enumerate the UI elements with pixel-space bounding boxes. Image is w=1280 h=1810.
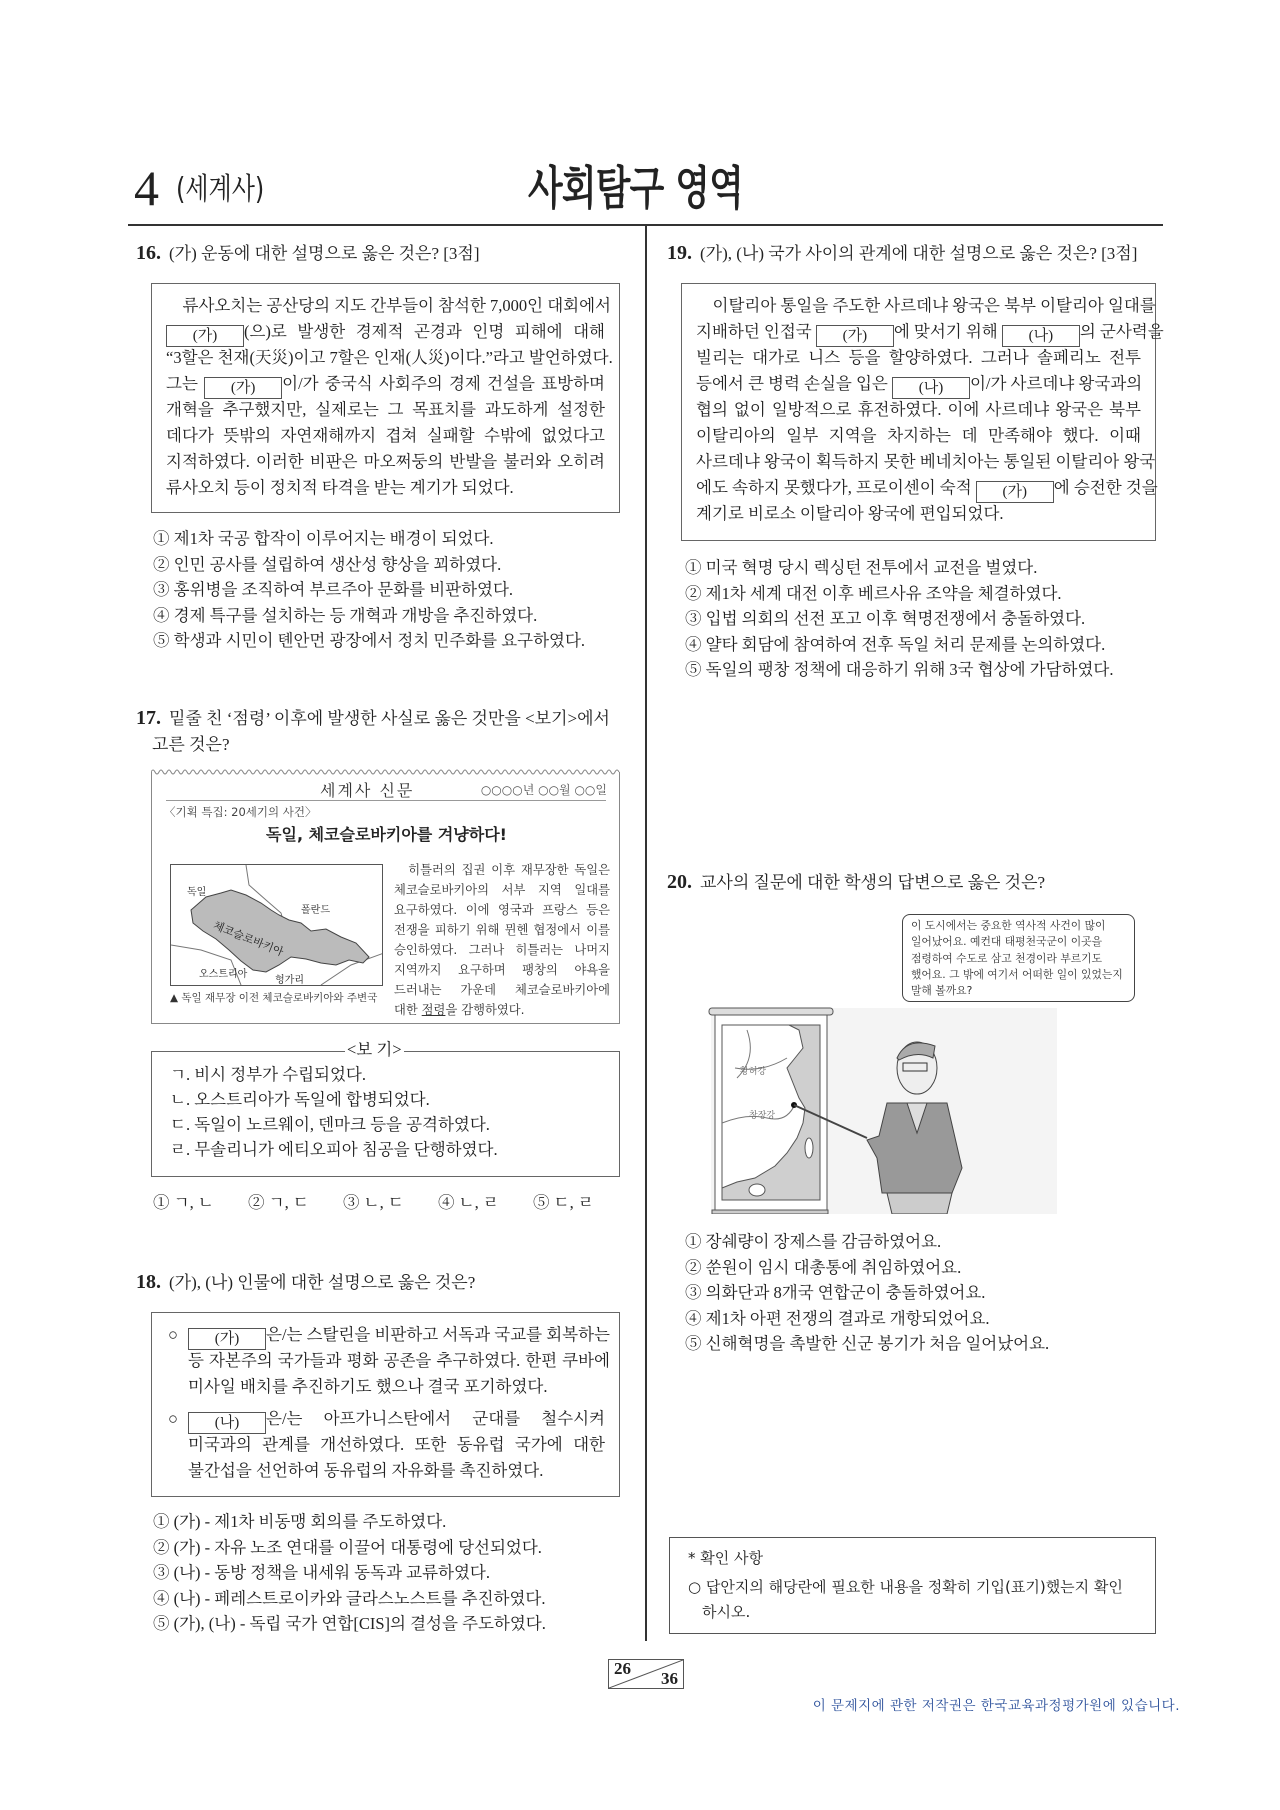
q17-title <box>136 706 610 731</box>
q18-title <box>136 1270 475 1295</box>
passage-text: 등 자본주의 국가들과 평화 공존을 추구하였다. 한편 쿠바에 <box>188 1351 610 1370</box>
map-label-yangtze: 창장강 <box>749 1111 776 1121</box>
passage-text: 대한 <box>394 1003 422 1017</box>
q16-choices <box>153 526 585 654</box>
confirm-title: * 확인 사항 <box>688 1549 763 1567</box>
passage-text: 을 감행하였다. <box>445 1003 525 1017</box>
passage-line <box>188 1432 605 1458</box>
speech-line: 말해 볼까요? <box>911 984 973 998</box>
underlined-term: 점령 <box>421 1003 446 1017</box>
taiwan-shape <box>805 1138 813 1158</box>
passage-text: 이/가 중국식 사회주의 경제 건설을 표방하며 <box>282 374 605 393</box>
current-page: 26 <box>614 1659 631 1678</box>
passage-line <box>696 423 1141 449</box>
passage-text: 이/가 사르데냐 왕국과의 <box>969 374 1143 393</box>
choice-4[interactable]: ④ 제1차 아편 전쟁의 결과로 개항되었어요. <box>685 1308 990 1328</box>
choice-4[interactable]: ④ (나) - 페레스트로이카와 글라스노스트를 추진하였다. <box>153 1588 546 1608</box>
passage-text: 협의 없이 일방적으로 휴전하였다. 이에 사르데냐 왕국은 북부 <box>696 400 1141 419</box>
passage-line <box>166 371 605 397</box>
choice-4[interactable]: ④ 경제 특구를 설치하는 등 개혁과 개방을 추진하였다. <box>153 605 538 625</box>
q16-title <box>136 241 480 266</box>
blank-box: (가) <box>204 377 282 399</box>
choice-5[interactable]: ⑤ ㄷ, ㄹ <box>533 1193 594 1212</box>
passage-text: 전쟁을 피하기 위해 뮌헨 협정에서 이를 <box>394 923 610 937</box>
speech-line: 했어요. 그 밖에 여기서 어떠한 일이 있었는지 <box>911 967 1123 981</box>
copyright-notice: 이 문제지에 관한 저작권은 한국교육과정평가원에 있습니다. <box>812 1698 1180 1714</box>
passage-line <box>166 397 605 423</box>
choice-1[interactable]: ① 장쉐량이 장제스를 감금하였어요. <box>685 1232 942 1251</box>
passage-line <box>188 1406 605 1432</box>
map-label-austria: 오스트리아 <box>199 969 248 980</box>
passage-line <box>696 449 1156 475</box>
passage-text: 이탈리아의 일부 지역을 차지하는 데 만족해야 했다. 이때 <box>696 426 1141 445</box>
passage-text: 히틀러의 집권 이후 재무장한 독일은 <box>394 863 610 877</box>
total-pages: 36 <box>661 1669 678 1688</box>
q19-title <box>667 241 1137 266</box>
newspaper-section: 〈기획 특집: 20세기의 사건〉 <box>164 805 317 819</box>
passage-text: 은/는 아프가니스탄에서 군대를 철수시켜 <box>266 1409 605 1428</box>
newspaper-body <box>394 860 610 1020</box>
passage-line <box>166 319 605 345</box>
choice-5[interactable]: ⑤ (가), (나) - 독립 국가 연합[CIS]의 결성을 주도하였다. <box>153 1614 546 1633</box>
passage-text: 지적하였다. 이러한 비판은 마오쩌둥의 반발을 불러와 오히려 <box>166 452 605 471</box>
q18-stem: (가), (나) 인물에 대한 설명으로 옳은 것은? <box>169 1273 476 1292</box>
q18-passage <box>151 1312 620 1497</box>
passage-text: 류사오치 등이 정치적 타격을 받는 계기가 되었다. <box>166 478 514 497</box>
blank-box: (나) <box>1002 325 1080 347</box>
q20-number: 20. <box>667 871 692 893</box>
blank-box: (가) <box>166 325 244 347</box>
passage-text: 류사오치는 공산당의 지도 간부들이 참석한 7,000인 대회에서 <box>166 296 611 315</box>
choice-1[interactable]: ① (가) - 제1차 비동맹 회의를 주도하였다. <box>153 1512 447 1531</box>
passage-line <box>696 345 1141 371</box>
bullet: ○ <box>168 1325 178 1344</box>
passage-text: 개혁을 추구했지만, 실제로는 그 목표치를 과도하게 설정한 <box>166 400 605 419</box>
passage-line <box>394 940 610 960</box>
passage-line <box>696 319 1164 345</box>
passage-text: 에도 속하지 못했다가, 프로이센이 숙적 <box>696 478 976 497</box>
passage-text: 요구하였다. 이에 영국과 프랑스 등은 <box>394 903 610 917</box>
bogi-item-2: ㄴ. 오스트리아가 독일에 합병되었다. <box>170 1090 430 1109</box>
choice-5[interactable]: ⑤ 신해혁명을 촉발한 신군 봉기가 처음 일어났어요. <box>685 1334 1050 1353</box>
q18-choices <box>153 1509 546 1637</box>
confirm-line: 하시오. <box>702 1603 751 1621</box>
newspaper-clipping <box>151 772 620 1024</box>
blank-box: (나) <box>188 1412 266 1434</box>
passage-text: 사르데냐 왕국이 획득하지 못한 베네치아는 통일된 이탈리아 왕국 <box>696 452 1156 471</box>
passage-text: 에 승전한 것을 <box>1053 478 1158 497</box>
q18-number: 18. <box>136 1271 161 1293</box>
passage-text: 은/는 스탈린을 비판하고 서독과 국교를 회복하는 <box>266 1325 610 1344</box>
map-roller-top <box>709 1008 833 1015</box>
passage-line <box>166 345 613 371</box>
passage-text: “3할은 천재(天災)이고 7할은 인재(人災)이다.”라고 발언하였다. <box>166 348 613 367</box>
exam-title: 사회탐구 영역 <box>528 161 743 215</box>
passage-line <box>394 900 610 920</box>
choice-5[interactable]: ⑤ 학생과 시민이 톈안먼 광장에서 정치 민주화를 요구하였다. <box>153 631 586 650</box>
passage-line <box>394 920 610 940</box>
passage-line <box>394 860 610 880</box>
speech-line: 일어났어요. 예컨대 태평천국군이 이곳을 <box>911 935 1103 949</box>
choice-2[interactable]: ② 제1차 세계 대전 이후 베르사유 조약을 체결하였다. <box>685 583 1062 603</box>
passage-line <box>188 1374 610 1400</box>
map-label-germany: 독일 <box>187 887 207 898</box>
q20-stem: 교사의 질문에 대한 학생의 답변으로 옳은 것은? <box>700 873 1046 892</box>
choice-3[interactable]: ③ 의화단과 8개국 연합군이 충돌하였어요. <box>685 1283 986 1302</box>
bogi-item-1: ㄱ. 비시 정부가 수립되었다. <box>170 1065 366 1084</box>
passage-line <box>696 501 1141 527</box>
map-label-hungary: 헝가리 <box>275 975 304 986</box>
choice-4[interactable]: ④ ㄴ, ㄹ <box>438 1193 499 1212</box>
choice-1[interactable]: ① 미국 혁명 당시 렉싱턴 전투에서 교전을 벌였다. <box>685 558 1038 577</box>
q19-passage <box>681 283 1164 541</box>
passage-line <box>696 371 1141 397</box>
column-divider <box>645 226 647 1641</box>
passage-text: 에 맞서기 위해 <box>893 322 1002 341</box>
bogi-box <box>151 1051 620 1177</box>
newspaper-name: 세계사 신문 <box>320 781 415 800</box>
newspaper-date: ○○○○년 ○○월 ○○일 <box>480 783 607 797</box>
passage-text: 미국과의 관계를 개선하였다. 또한 동유럽 국가에 대한 <box>188 1435 605 1454</box>
passage-text: 불간섭을 선언하여 동유럽의 자유화를 촉진하였다. <box>188 1461 544 1480</box>
choice-2[interactable]: ② ㄱ, ㄷ <box>248 1193 309 1212</box>
blank-box: (나) <box>892 377 970 399</box>
subject-name: (세계사) <box>176 172 265 207</box>
speech-line: 이 도시에서는 중요한 역사적 사건이 많이 <box>911 919 1106 932</box>
choice-3[interactable]: ③ 홍위병을 조직하여 부르주아 문화를 비판하였다. <box>153 580 514 599</box>
bogi-item-4: ㄹ. 무솔리니가 에티오피아 침공을 단행하였다. <box>170 1140 498 1159</box>
passage-text: 그는 <box>166 374 205 393</box>
passage-text: 등에서 큰 병력 손실을 입은 <box>696 374 892 393</box>
passage-text: (으)로 발생한 경제적 곤경과 인명 피해에 대해 <box>244 322 605 341</box>
q20-illustration <box>707 908 1135 1214</box>
passage-text: 이탈리아 통일을 주도한 사르데냐 왕국은 북부 이탈리아 일대를 <box>696 296 1156 315</box>
q18-item-na <box>168 1406 605 1484</box>
q18-item-ga <box>168 1322 610 1400</box>
blank-box: (가) <box>976 481 1054 503</box>
confirm-notice <box>669 1537 1156 1634</box>
choice-2[interactable]: ② 인민 공사를 설립하여 생산성 향상을 꾀하였다. <box>153 554 502 574</box>
passage-line <box>166 423 605 449</box>
q16-passage <box>151 283 620 513</box>
q17-stem-line1: 밑줄 친 ‘점령’ 이후에 발생한 사실로 옳은 것만을 <보기>에서 <box>169 709 610 728</box>
q19-number: 19. <box>667 242 692 264</box>
page-number: 4 <box>134 160 159 216</box>
passage-line <box>188 1348 610 1374</box>
q16-number: 16. <box>136 242 161 264</box>
passage-line <box>188 1458 605 1484</box>
passage-line <box>166 293 611 319</box>
choice-1[interactable]: ① ㄱ, ㄴ <box>153 1193 214 1212</box>
confirm-line: ○ 답안지의 해당란에 필요한 내용을 정확히 기입(표기)했는지 확인 <box>688 1578 1123 1596</box>
passage-text: 드러내는 가운데 체코슬로바키아에 <box>394 983 610 997</box>
passage-text: 지배하던 인접국 <box>696 322 816 341</box>
passage-line <box>696 475 1158 501</box>
speech-line: 점령하여 수도로 삼고 천경이라 부르기도 <box>911 951 1103 965</box>
teacher-pants <box>887 1193 952 1214</box>
map-label-czechoslovakia: 체코슬로바키아 <box>211 918 286 959</box>
passage-text: 데다가 뜻밖의 자연재해까지 겹쳐 실패할 수밖에 없었다고 <box>166 426 605 445</box>
passage-line <box>394 960 610 980</box>
q17-number: 17. <box>136 707 161 729</box>
q17-choices <box>153 1190 628 1215</box>
passage-text: 미사일 배치를 추진하기도 했으나 결국 포기하였다. <box>188 1377 548 1396</box>
passage-text: 승인하였다. 그러나 히틀러는 나머지 <box>394 943 610 957</box>
passage-line <box>166 449 605 475</box>
blank-box: (가) <box>188 1328 266 1350</box>
q16-stem: (가) 운동에 대한 설명으로 옳은 것은? [3점] <box>169 244 480 263</box>
choice-5[interactable]: ⑤ 독일의 팽창 정책에 대응하기 위해 3국 협상에 가담하였다. <box>685 660 1114 679</box>
bullet: ○ <box>168 1409 178 1428</box>
passage-text: 의 군사력을 <box>1079 322 1164 341</box>
czechoslovakia-map <box>170 864 383 986</box>
speech-bubble <box>902 914 1135 1002</box>
q20-title <box>667 870 1045 895</box>
newspaper-rule <box>166 800 606 801</box>
page-indicator <box>608 1659 684 1689</box>
q19-choices <box>685 555 1113 683</box>
map-label-poland: 폴란드 <box>301 905 330 916</box>
passage-text: 지역까지 요구하며 팽창의 야욕을 <box>394 963 610 977</box>
choice-2[interactable]: ② (가) - 자유 노조 연대를 이끌어 대통령에 당선되었다. <box>153 1537 542 1557</box>
choice-1[interactable]: ① 제1차 국공 합작이 이루어지는 배경이 되었다. <box>153 529 494 548</box>
choice-3[interactable]: ③ 입법 의회의 선전 포고 이후 혁명전쟁에서 충돌하였다. <box>685 609 1086 628</box>
passage-line <box>394 880 610 900</box>
blank-box: (가) <box>816 325 894 347</box>
passage-line <box>696 293 1156 319</box>
map-roller-bottom <box>712 1210 828 1214</box>
q17-stem-line2: 고른 것은? <box>152 735 230 754</box>
passage-line <box>394 1000 610 1020</box>
passage-line <box>696 397 1141 423</box>
choice-3[interactable]: ③ (나) - 동방 정책을 내세워 동독과 교류하였다. <box>153 1563 490 1582</box>
q19-stem: (가), (나) 국가 사이의 관계에 대한 설명으로 옳은 것은? [3점] <box>700 244 1138 263</box>
passage-text: 계기로 비로소 이탈리아 왕국에 편입되었다. <box>696 504 1004 523</box>
map-caption: ▲ 독일 재무장 이전 체코슬로바키아와 주변국 <box>170 992 378 1004</box>
passage-line <box>188 1322 610 1348</box>
hainan-shape <box>749 1184 765 1196</box>
newspaper-headline: 독일, 체코슬로바키아를 겨냥하다! <box>266 825 507 844</box>
choice-3[interactable]: ③ ㄴ, ㄷ <box>343 1193 404 1212</box>
passage-line <box>394 980 610 1000</box>
choice-2[interactable]: ② 쑨원이 임시 대총통에 취임하였어요. <box>685 1257 962 1277</box>
map-label-yellow-river: 황허강 <box>740 1067 767 1077</box>
q20-choices <box>685 1229 1049 1357</box>
passage-text: 빌리는 대가로 니스 등을 할양하였다. 그러나 솔페리노 전투 <box>696 348 1141 367</box>
bogi-label: <보 기> <box>347 1040 402 1059</box>
passage-text: 체코슬로바키아의 서부 지역 일대를 <box>394 883 610 897</box>
choice-4[interactable]: ④ 얄타 회담에 참여하여 전후 독일 처리 문제를 논의하였다. <box>685 634 1106 654</box>
bogi-item-3: ㄷ. 독일이 노르웨이, 덴마크 등을 공격하였다. <box>170 1115 490 1134</box>
passage-line <box>166 475 605 501</box>
